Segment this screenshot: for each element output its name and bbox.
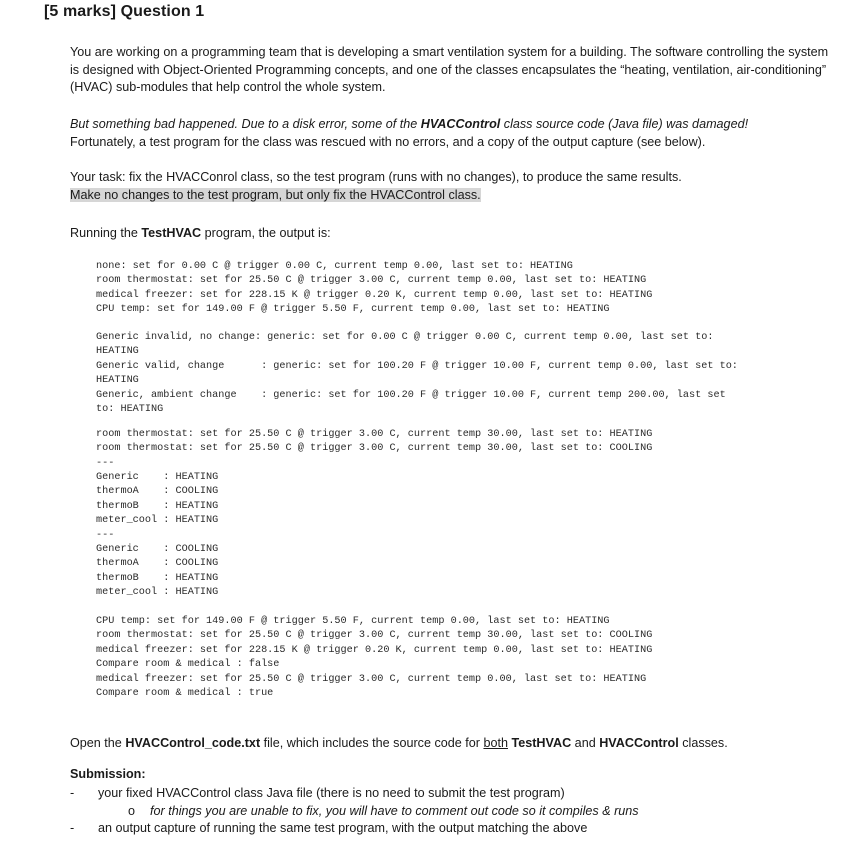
output-line: Generic : HEATING bbox=[96, 472, 219, 483]
task-line-2 bbox=[70, 187, 830, 205]
task-line-1: Your task: fix the HVACConrol class, so the test program (runs with no changes), to produce the same results. bbox=[70, 170, 682, 184]
output-line: thermoB : HEATING bbox=[96, 500, 219, 512]
output-line: meter_cool : HEATING bbox=[96, 587, 219, 599]
damage-line-2: Fortunately, a test program for the class was rescued with no errors, and a copy of the output capture (see below). bbox=[70, 134, 706, 149]
output-line: thermoA : COOLING bbox=[96, 558, 219, 570]
output-line: medical freezer: set for 228.15 K @ trigger 0.20 K, current temp 0.00, last set to: HEATING bbox=[96, 289, 653, 301]
output-block-3 bbox=[96, 428, 826, 471]
list-item: o for things you are unable to fix, you will have to comment out code so it compiles & runs bbox=[70, 803, 830, 821]
output-line: medical freezer: set for 228.15 K @ trigger 0.20 K, current temp 0.00, last set to: HEATING bbox=[96, 644, 653, 656]
question-heading: [5 marks] Question 1 bbox=[44, 3, 205, 20]
output-line: CPU temp: set for 149.00 F @ trigger 5.50 F, current temp 0.00, last set to: HEATING bbox=[96, 304, 610, 316]
output-line: Compare room & medical : false bbox=[96, 659, 280, 671]
output-line: HEATING bbox=[96, 346, 139, 358]
output-line: --- bbox=[96, 457, 115, 469]
output-block-5 bbox=[96, 543, 826, 601]
output-block-4 bbox=[96, 471, 826, 543]
output-line: Generic, ambient change : generic: set for 100.20 F @ trigger 10.00 F, current temp 200.00, last set bbox=[96, 389, 726, 401]
list-item: - an output capture of running the same test program, with the output matching the above bbox=[70, 820, 830, 838]
highlighted-instruction: Make no changes to the test program, but only fix the HVACControl class. bbox=[70, 187, 481, 202]
output-line: HEATING bbox=[96, 375, 139, 387]
task-paragraph bbox=[70, 169, 830, 204]
output-line: none: set for 0.00 C @ trigger 0.00 C, current temp 0.00, last set to: HEATING bbox=[96, 261, 573, 272]
output-line: room thermostat: set for 25.50 C @ trigger 3.00 C, current temp 30.00, last set to: HEATING bbox=[96, 429, 653, 440]
output-block-1 bbox=[96, 260, 826, 318]
output-line: room thermostat: set for 25.50 C @ trigger 3.00 C, current temp 30.00, last set to: COOLING bbox=[96, 630, 653, 642]
bullet-dash-icon: - bbox=[70, 786, 75, 800]
open-file-line: Open the HVACControl_code.txt file, which includes the source code for both TestHVAC and HVACControl classes. bbox=[70, 736, 728, 750]
output-block-2 bbox=[96, 331, 826, 417]
running-line: Running the TestHVAC program, the output is: bbox=[70, 226, 331, 240]
list-item: - your fixed HVACControl class Java file (there is no need to submit the test program) bbox=[70, 785, 830, 803]
output-line: room thermostat: set for 25.50 C @ trigger 3.00 C, current temp 30.00, last set to: COOLING bbox=[96, 443, 653, 455]
output-line: Generic : COOLING bbox=[96, 544, 219, 555]
output-line: CPU temp: set for 149.00 F @ trigger 5.50 F, current temp 0.00, last set to: HEATING bbox=[96, 616, 610, 627]
submission-heading: Submission: bbox=[70, 767, 146, 781]
submission-list bbox=[70, 785, 830, 838]
bullet-circle-icon: o bbox=[128, 803, 136, 818]
damage-paragraph bbox=[70, 116, 830, 151]
output-line: Compare room & medical : true bbox=[96, 687, 274, 699]
output-line: room thermostat: set for 25.50 C @ trigger 3.00 C, current temp 0.00, last set to: HEATING bbox=[96, 275, 647, 287]
damage-line-1: But something bad happened. Due to a disk error, some of the HVACControl class source code (Java file) was damaged! bbox=[70, 117, 749, 131]
output-line: Generic invalid, no change: generic: set for 0.00 C @ trigger 0.00 C, current temp 0.00, last set to: bbox=[96, 332, 714, 343]
output-line: thermoB : HEATING bbox=[96, 572, 219, 584]
intro-paragraph: You are working on a programming team that is developing a smart ventilation system for a building. The software controlling the system is designed with Object-Oriented Programming concepts, and one of the classes encapsulates the “heating, ventilation, air-conditioning” (HVAC) sub-modules that help control the whole system. bbox=[70, 45, 829, 94]
output-line: medical freezer: set for 25.50 C @ trigger 3.00 C, current temp 0.00, last set to: HEATING bbox=[96, 673, 647, 685]
output-line: thermoA : COOLING bbox=[96, 486, 219, 498]
bullet-dash-icon: - bbox=[70, 821, 75, 835]
output-line: Generic valid, change : generic: set for 100.20 F @ trigger 10.00 F, current temp 0.00, last set to: bbox=[96, 360, 738, 372]
output-line: --- bbox=[96, 529, 115, 541]
output-line: to: HEATING bbox=[96, 403, 164, 415]
output-block-6 bbox=[96, 615, 826, 701]
output-line: meter_cool : HEATING bbox=[96, 515, 219, 527]
